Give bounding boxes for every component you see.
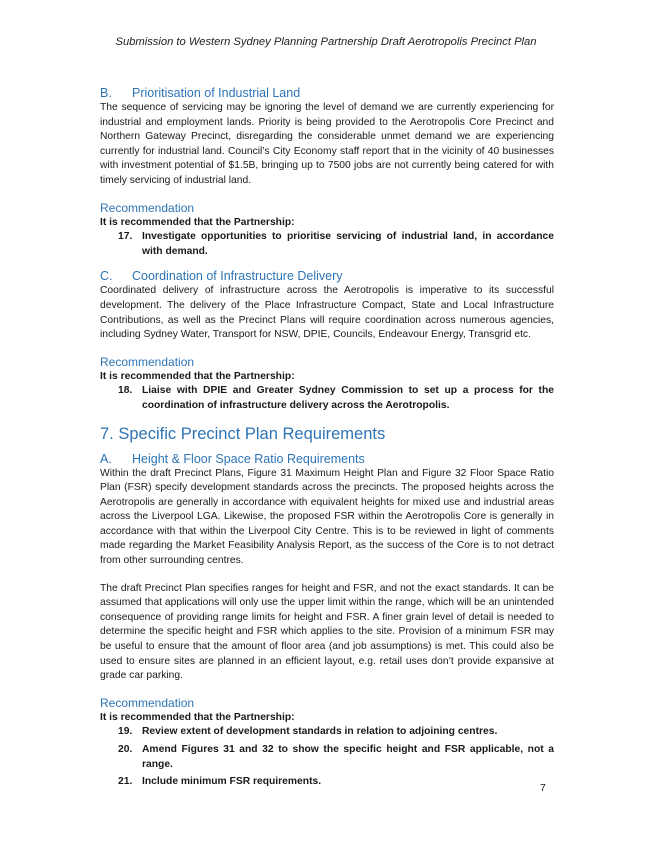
recommendation-3-list <box>100 725 554 789</box>
section-a-number: A. <box>100 451 112 466</box>
list-item: 20. Amend Figures 31 and 32 to show the specific height and FSR applicable, not a range. <box>118 744 554 770</box>
list-item: 17. Investigate opportunities to prioritise servicing of industrial land, in accordance with demand. <box>118 231 554 257</box>
section-a-heading <box>100 452 554 467</box>
page-header: Submission to Western Sydney Planning Partnership Draft Aerotropolis Precinct Plan <box>115 36 537 48</box>
section-a-body-1: Within the draft Precinct Plans, Figure 31 Maximum Height Plan and Figure 32 Floor Space Ratio Plan (FSR) specify development standards across the precincts. The proposed heights across the Aerotropolis are generally in accordance with equivalent heights for mixed use and industrial areas across the Liverpool LGA. Likewise, the proposed FSR within the Aerotropolis Core is generally in accordance with that within the Liverpool City Centre. This is to be reviewed in light of comments made regarding the Market Feasibility Analysis Report, as the success of the Core is to not detract from other surrounding centres. <box>100 467 554 567</box>
recommendation-2-lead: It is recommended that the Partnership: <box>100 370 295 382</box>
section-c-heading <box>100 269 554 284</box>
page-number: 7 <box>540 782 546 794</box>
recommendation-1-title: Recommendation <box>100 200 195 215</box>
list-item: 21. Include minimum FSR requirements. <box>118 776 322 788</box>
section-b-body: The sequence of servicing may be ignoring the level of demand we are currently experiencing for industrial and employment lands. Priority is being provided to the Aerotropolis Core Precinct and Northern Gateway Precinct, disregarding the considerable unmet demand we are experiencing currently for industrial land. Council’s City Economy staff report that in the vicinity of 40 businesses with investment potential of $1.5B, bringing up to 7500 jobs are not currently being catered for with timely servicing of industrial land. <box>100 102 554 186</box>
list-item: 19. Review extent of development standards in relation to adjoining centres. <box>118 726 498 738</box>
list-item: 18. Liaise with DPIE and Greater Sydney Commission to set up a process for the coordination of infrastructure delivery across the Aerotropolis. <box>118 385 554 411</box>
section-c-body: Coordinated delivery of infrastructure across the Aerotropolis is imperative to its successful development. The delivery of the Place Infrastructure Compact, State and Local Infrastructure Contributions, as well as the Precinct Plans will require coordination across numerous agencies, including Sydney Water, Transport for NSW, DPIE, Councils, Endeavour Energy, Transgrid etc. <box>100 285 554 341</box>
section-a-body-2: The draft Precinct Plan specifies ranges for height and FSR, and not the exact standards. It can be assumed that applications will only use the upper limit within the range, which will be an unintended consequence of providing range limits for height and FSR. A finer grain level of detail is needed to determine the specific height and FSR which applies to the site. Provision of a minimum FSR may be useful to ensure that the amount of floor area (and job assumptions) is met. This could also be used to ensure sites are planned in an efficient layout, e.g. retail uses don’t provide expansive at grade car parking. <box>100 582 554 682</box>
recommendation-2-title: Recommendation <box>100 354 195 369</box>
section-b-heading <box>100 86 554 101</box>
recommendation-3-lead: It is recommended that the Partnership: <box>100 711 295 723</box>
section-c-title: Coordination of Infrastructure Delivery <box>132 269 343 284</box>
recommendation-3-title: Recommendation <box>100 695 195 710</box>
recommendation-1-list <box>100 230 554 259</box>
recommendation-1-lead: It is recommended that the Partnership: <box>100 216 295 228</box>
section-7-heading: 7. Specific Precinct Plan Requirements <box>100 424 386 443</box>
section-b-title: Prioritisation of Industrial Land <box>132 86 301 100</box>
section-c-number: C. <box>100 269 113 284</box>
section-b-number: B. <box>100 86 112 100</box>
section-a-title: Height & Floor Space Ratio Requirements <box>132 451 365 466</box>
recommendation-2-list <box>100 384 554 413</box>
page-content <box>100 86 554 793</box>
